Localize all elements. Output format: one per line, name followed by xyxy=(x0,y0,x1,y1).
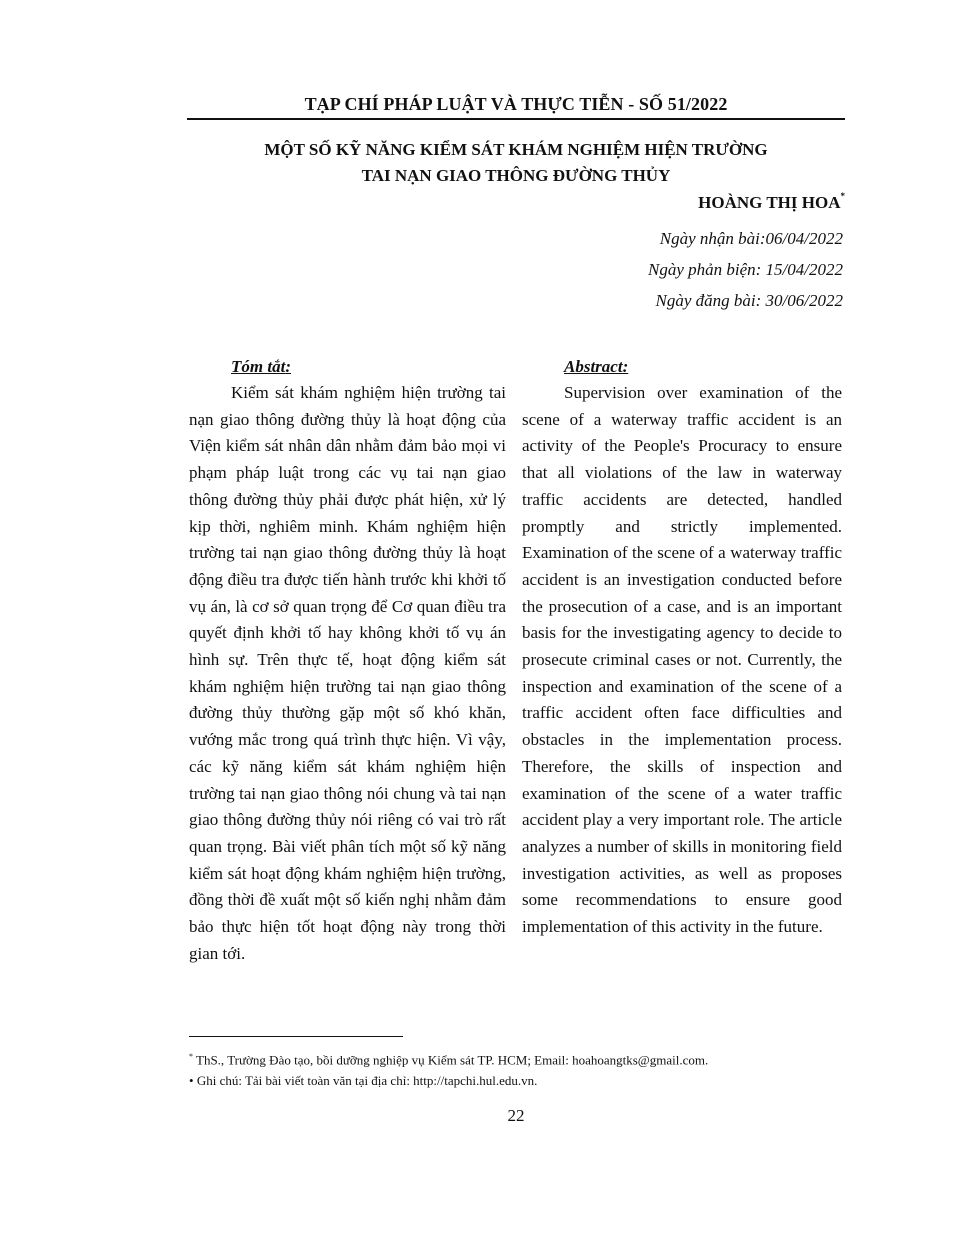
summary-vietnamese-text: Kiểm sát khám nghiệm hiện trường tai nạn giao thông đường thủy là hoạt động của Viện kiểm sát nhân dân nhằm đảm bảo mọi vi phạm pháp luật trong các vụ tai nạn giao thông đường thủy phải được phát hiện, xử lý kịp thời, nghiêm minh. Khám nghiệm hiện trường tai nạn giao thông đường thủy là hoạt động điều tra được tiến hành trước khi khởi tố vụ án, là cơ sở quan trọng để Cơ quan điều tra quyết định khởi tố hay không khởi tố vụ án hình sự. Trên thực tế, hoạt động kiểm sát khám nghiệm hiện trường tai nạn giao thông đường thủy thường gặp một số khó khăn, vướng mắc trong quá trình thực hiện. Vì vậy, các kỹ năng kiểm sát khám nghiệm hiện trường tai nạn giao thông nói chung và tai nạn giao thông đường thủy nói riêng có vai trò rất quan trọng. Bài viết phân tích một số kỹ năng kiểm sát hoạt động khám nghiệm hiện trường, đồng thời đề xuất một số kiến nghị nhằm đảm bảo thực hiện tốt hoạt động này trong thời gian tới. xyxy=(189,383,506,963)
summary-vietnamese-heading xyxy=(189,354,506,380)
article-dates xyxy=(648,223,843,316)
summary-vietnamese-heading-text: Tóm tắt xyxy=(231,357,286,376)
abstract-english-heading xyxy=(522,354,842,380)
author-footnote-mark[interactable]: * xyxy=(840,191,845,202)
journal-header: TẠP CHÍ PHÁP LUẬT VÀ THỰC TIỄN - SỐ 51/2022 xyxy=(304,94,728,114)
article-title xyxy=(187,137,845,189)
page-number: 22 xyxy=(507,1106,525,1125)
abstract-english-column xyxy=(522,354,842,941)
footnote-download xyxy=(189,1070,849,1091)
author-name-text: HOÀNG THỊ HOA xyxy=(698,193,841,212)
summary-vietnamese-heading-colon: : xyxy=(285,357,291,376)
abstract-english-heading-text: Abstract xyxy=(564,357,623,376)
header-divider xyxy=(187,118,845,120)
received-date: Ngày nhận bài:06/04/2022 xyxy=(659,229,843,248)
author-name xyxy=(698,193,845,213)
footnote-author xyxy=(189,1046,849,1070)
footnote-divider xyxy=(189,1036,403,1037)
abstract-english-heading-colon: : xyxy=(622,357,629,376)
published-date: Ngày đăng bài: 30/06/2022 xyxy=(655,291,843,310)
footnote-author-mark: * xyxy=(189,1052,193,1061)
footnote-download-text: Ghi chú: Tải bài viết toàn văn tại địa chỉ: http://tapchi.hul.edu.vn. xyxy=(193,1073,538,1089)
footnote-author-text: ThS., Trường Đào tạo, bồi dưỡng nghiệp vụ Kiểm sát TP. HCM; Email: hoahoangtks@gmail.com. xyxy=(193,1052,709,1068)
footnote-download-bullet: • xyxy=(189,1073,194,1089)
abstract-english-text: Supervision over examination of the scene of a waterway traffic accident is an activity of the People's Procuracy to ensure that all violations of the law in waterway traffic accidents are detected, handled promptly and strictly implemented. Examination of the scene of a waterway traffic accident is an investigation conducted before the prosecution of a case, and is an important basis for the investigating agency to decide to prosecute criminal cases or not. Currently, the inspection and examination of the scene of a traffic accident often face difficulties and obstacles in the implementation process. Therefore, the skills of inspection and examination of the scene of a water traffic accident play a very important role. The article analyzes a number of skills in monitoring field investigation activities, as well as proposes some recommendations to ensure good implementation of this activity in the future. xyxy=(522,383,842,937)
article-title-line-1: MỘT SỐ KỸ NĂNG KIỂM SÁT KHÁM NGHIỆM HIỆN TRƯỜNG xyxy=(264,140,768,159)
footnotes xyxy=(189,1046,849,1091)
summary-vietnamese-column xyxy=(189,354,506,967)
article-title-line-2: TAI NẠN GIAO THÔNG ĐƯỜNG THỦY xyxy=(361,166,671,185)
reviewed-date: Ngày phản biện: 15/04/2022 xyxy=(647,260,843,279)
